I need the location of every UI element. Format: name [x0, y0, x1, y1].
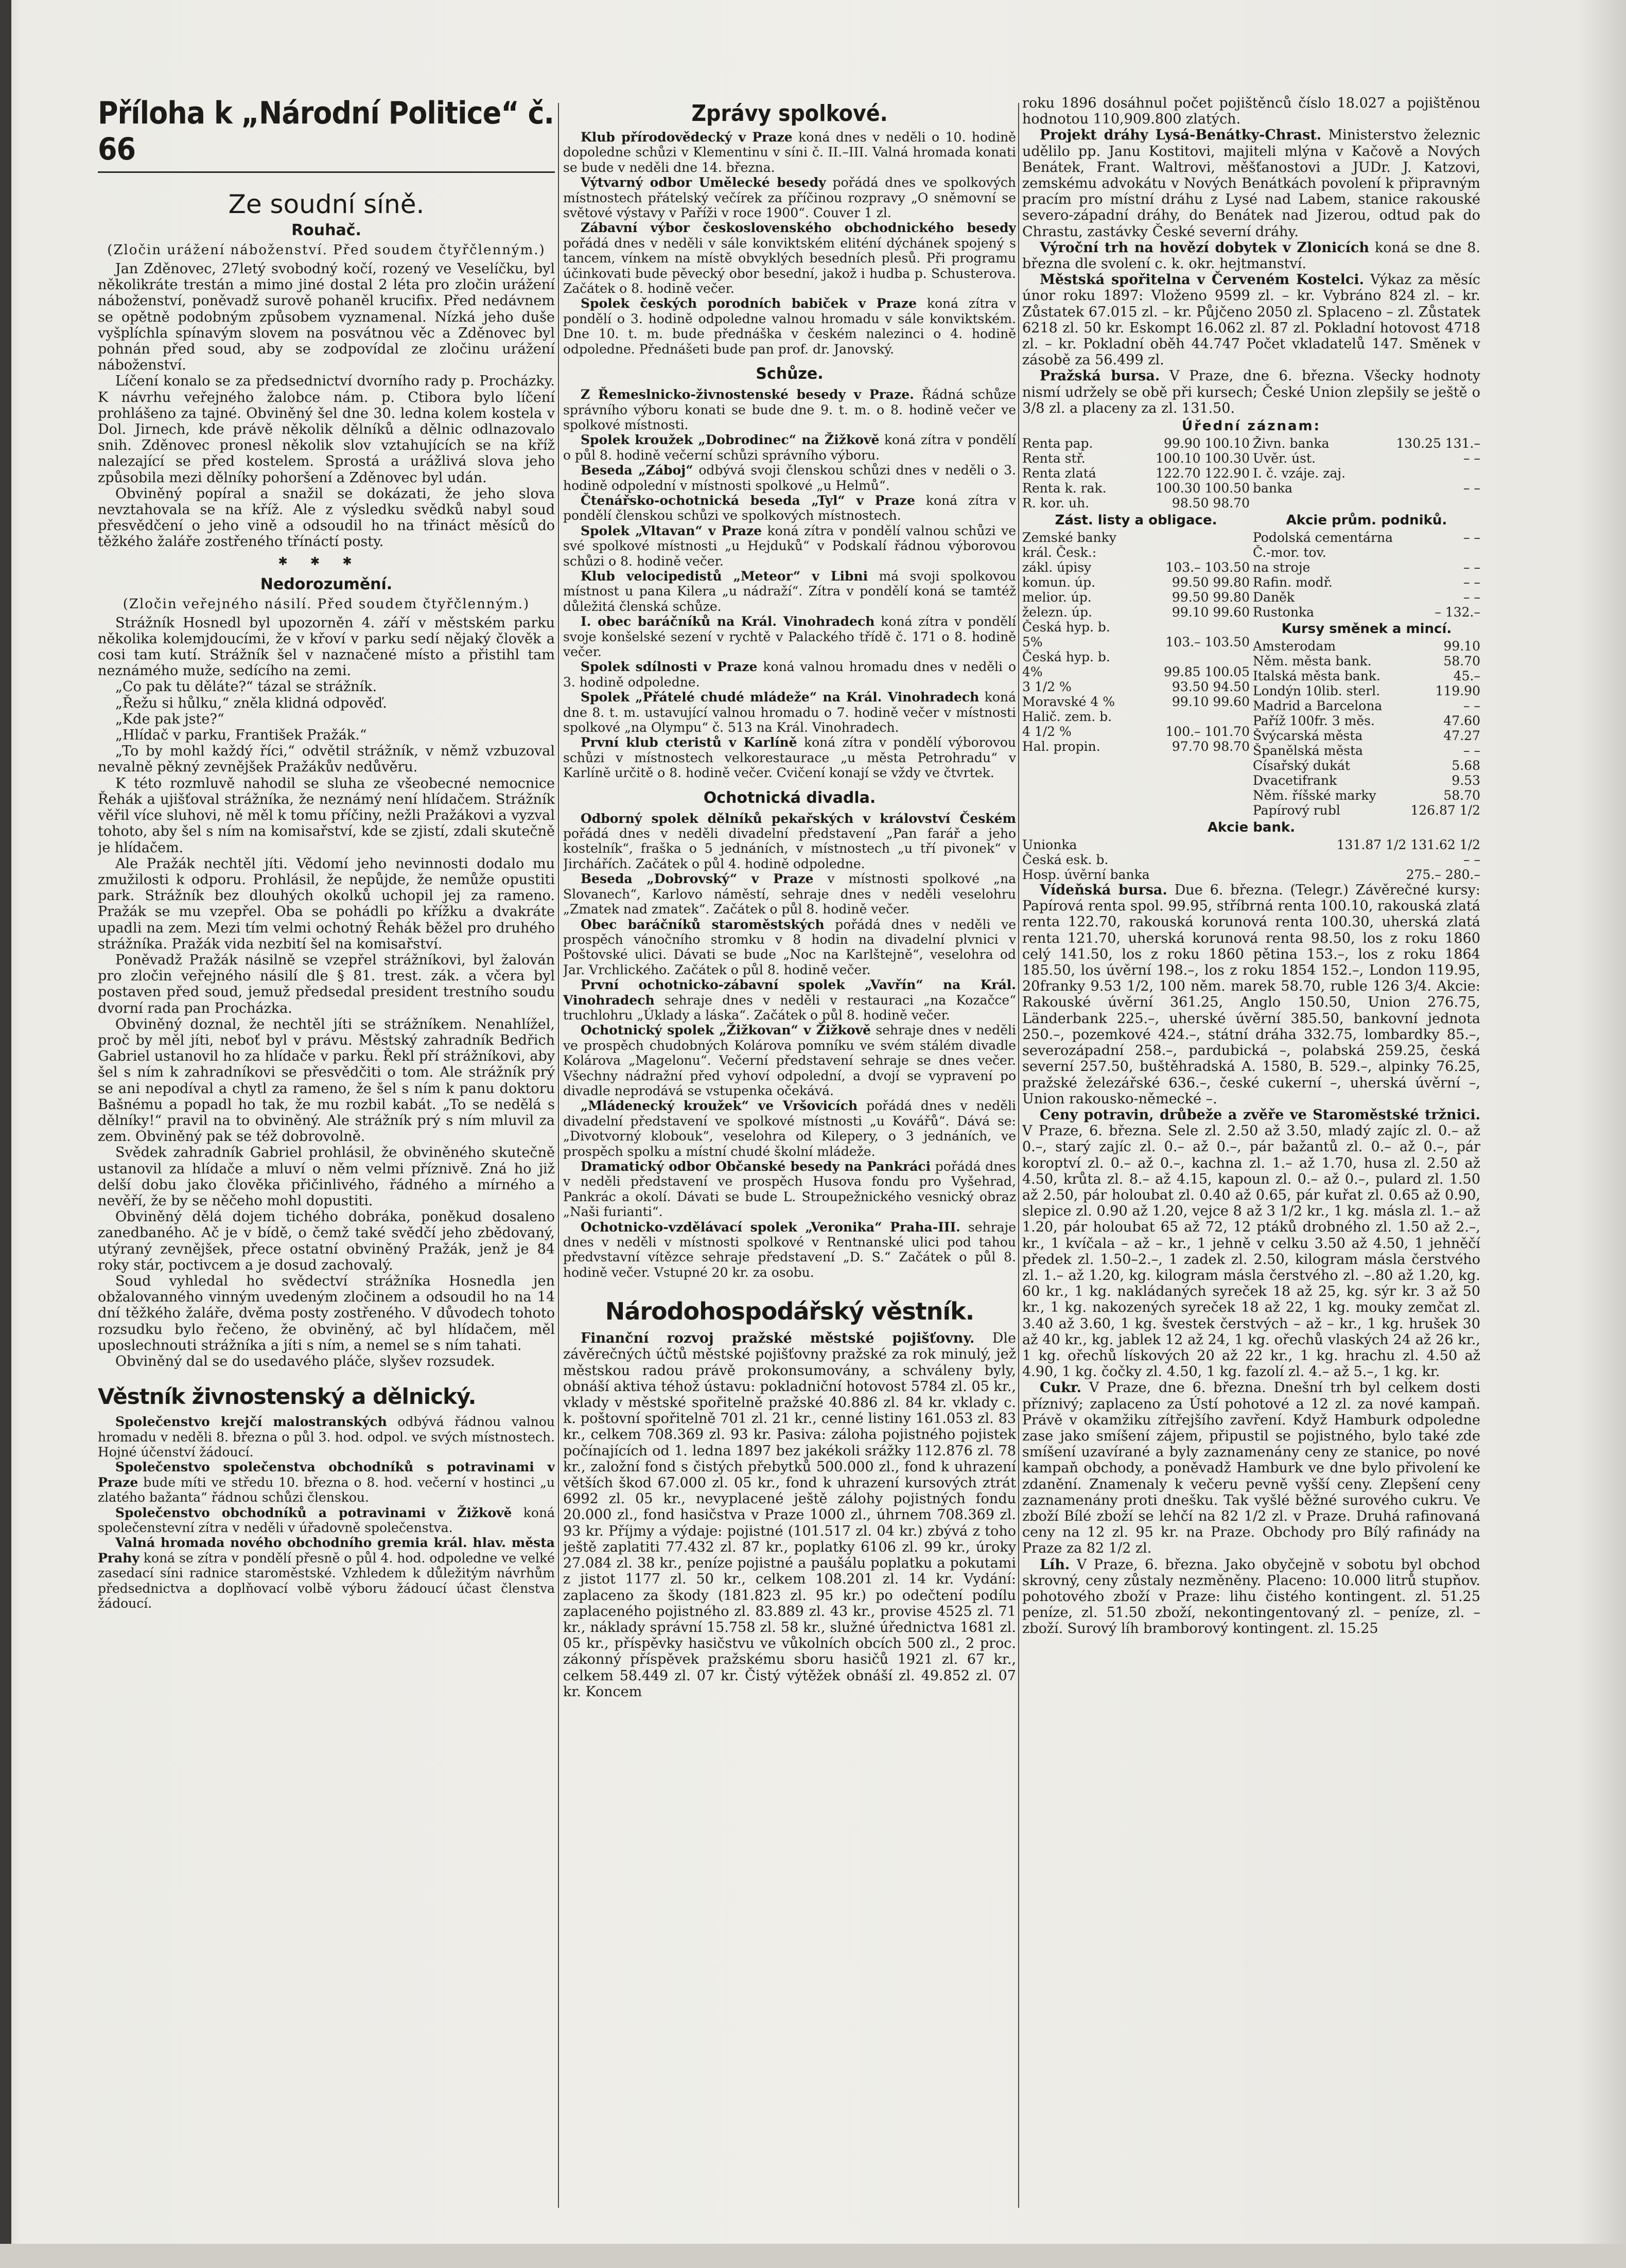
- notice-text: Řádná schůze správního výboru konati se bude dne 9. t. m. o 8. hodině večer ve spolkové místnosti.: [563, 387, 1016, 432]
- notice: [563, 387, 1016, 432]
- quote-row: [1253, 654, 1480, 669]
- notice-list: [563, 811, 1016, 1280]
- notice-text: koná se zítra v pondělí přesně o půl 4. hod. odpoledne ve velké zasedací síni radnice staroměstské. Vzhledem k důležitým návrhům předsednictva a doplňovací volbě výboru žádoucí účast členstva žádoucí.: [98, 1550, 555, 1611]
- quote-row: [1022, 545, 1250, 560]
- quote-value: 9.53: [1452, 773, 1480, 788]
- story-note: (Zločin veřejného násilí. Před soudem čtyřčlenným.): [123, 596, 530, 612]
- notice-lead: Spolek českých porodních babiček v Praze: [581, 296, 917, 311]
- notice-text: má svoji spolkovou místnost u pana Kilera „u nádraží“. Zítra v pondělí koná se tamtéž důležitá členská schůze.: [563, 568, 1016, 614]
- quote-value: – –: [1463, 743, 1480, 759]
- article-projekt: [1022, 127, 1480, 239]
- quote-value: 98.50 98.70: [1172, 496, 1250, 511]
- quote-value: 103.– 103.50: [1165, 560, 1250, 575]
- quote-table: [1022, 837, 1480, 882]
- quote-row: [1253, 743, 1480, 758]
- article-text: roku 1896 dosáhnul počet pojištěnců číslo 18.027 a pojištěnou hodnotou 110,909.800 zlatých.: [1022, 95, 1480, 128]
- quote-label: Amsterodam: [1253, 639, 1336, 654]
- notice: [563, 690, 1016, 735]
- quote-value: – –: [1463, 530, 1480, 546]
- story-note: (Zločin urážení náboženství. Před soudem čtyřčlenným.): [107, 242, 546, 258]
- quote-table-headings: [1022, 511, 1480, 530]
- quote-value: 119.90: [1435, 683, 1480, 699]
- quote-value: 97.70 98.70: [1172, 739, 1250, 754]
- notice-lead: Spolek kroužek „Dobrodinec“ na Žižkově: [581, 432, 880, 448]
- notice: [563, 130, 1016, 175]
- notice: [563, 1220, 1016, 1280]
- notice-lead: Spolek sdílnosti v Praze: [581, 659, 758, 675]
- quote-value: 99.90 100.10: [1164, 436, 1250, 451]
- article-lead: Ceny potravin, drůbeže a zvěře ve Staroměstské tržnici.: [1040, 1106, 1480, 1123]
- quote-label: 4 1/2 %: [1022, 724, 1072, 740]
- table-title: Akcie prům. podniků.: [1286, 513, 1447, 529]
- notice-text: koná zítra v pondělí o půl 8. hodině večerní schůzi správního výboru.: [563, 432, 1016, 463]
- section-heading-soud: Ze soudní síně.: [228, 189, 425, 219]
- notice-text: sehraje dnes v neděli v restauraci „na Kozačce“ truchlohru „Úklady a láska“. Začátek o půl 8. hodině večer.: [563, 992, 1016, 1023]
- quote-value: – –: [1463, 560, 1480, 575]
- quote-value: 100.– 101.70: [1165, 724, 1250, 740]
- quote-row: [1253, 788, 1480, 803]
- notice-lead: První ochotnicko-zábavní spolek „Vavřín“ na Král. Vinohradech: [563, 977, 1016, 1008]
- quote-label: Císařský dukát: [1253, 758, 1351, 773]
- paragraph: Ale Pražák nechtěl jíti. Vědomí jeho nevinnosti dodalo mu zmužilosti k odporu. Prohlásil, že nepůjde, že nemůže opustiti park. Strážník bez dlouhých okolků uchopil jej za rameno. Pražák se mu vzepřel. Oba se pohádli po křížku a dvakráte upadli na zem. Mezi tím velmi ochotný Řehák běžel pro druhého strážníka. Pražák vida nezbití šel na komisařství.: [98, 855, 555, 952]
- quote-value: 99.85 100.05: [1164, 664, 1250, 680]
- quote-value: 58.70: [1443, 788, 1480, 803]
- notice: [563, 871, 1016, 917]
- quote-value: 47.60: [1443, 713, 1480, 729]
- quote-label: Halič. zem. b.: [1022, 709, 1112, 725]
- scan-bottom-edge: [0, 2244, 1626, 2268]
- quote-label: Moravské 4 %: [1022, 694, 1115, 710]
- paragraph: Obviněný doznal, že nechtěl jíti se strážníkem. Nenahlížel, proč by měl jíti, neboť byl v právu. Městský zahradník Bedřich Gabriel ustanovil ho za hlídače v parku. Řekl pří strážníkovi, aby šel s ním k zahradníkovi se přesvědčiti o tom. Ale strážník prý se ani nepodíval a chytl za rameno, že šel s ním k panu doktoru Bašnému a popadl ho tak, že mu rozbil kabát. „To se nedělá s dělníky!“ pravil na to obviněný. Ale strážník prý s ním mluvil za zem. Obviněný pak se též dobrovolně.: [98, 1016, 555, 1145]
- quote-row: [1022, 679, 1250, 694]
- paragraph: Svědek zahradník Gabriel prohlásil, že obviněného skutečně ustanovil za hlídače a mluví o něm velmi příznivě. Zná ho již delší dobu jako člověka přičinlivého, řádného a mírného a nevěří, že by se něčeho mohl dopustiti.: [98, 1145, 555, 1209]
- quote-label: Živn. banka: [1253, 436, 1330, 451]
- notice-lead: Z Řemeslnicko-živnostenské besedy v Praze.: [581, 387, 914, 402]
- notice-lead: Klub přírodovědecký v Praze: [581, 130, 793, 145]
- quote-row: [1253, 803, 1480, 818]
- quote-row: [1253, 698, 1480, 713]
- quote-value: 99.10 99.60: [1172, 694, 1250, 710]
- article-lead: Městská spořitelna v Červeném Kostelci.: [1040, 272, 1365, 288]
- article-viden: [1022, 882, 1480, 1107]
- notice-text: pořádá dnes v neděli představení ve prospěch Husova fondu pro Vyšehrad, Pankrác a okolí. Dávati se bude L. Stroupežnického vesnický obraz „Naši furianti“.: [563, 1159, 1016, 1220]
- article-ceny: [1022, 1107, 1480, 1380]
- quote-column: [1022, 436, 1250, 511]
- section-heading-narodo: Národohospodářský věstník.: [605, 1297, 974, 1326]
- quote-row: [1022, 560, 1250, 575]
- notice: [563, 1023, 1016, 1098]
- article-text: V Praze, 6. března. Jako obyčejně v sobotu byl obchod skrovný, ceny zůstaly nezměněny. Placeno: 10.000 litrů stupňov. pohotového zboží v Praze: lihu čistého kontingent. zl. 51.25 peníze, zl. 51.50 zboží, nekontingentovaný zl. – peníze, zl. – zboží. Surový líh bramborový kontingent. zl. 15.25: [1022, 1556, 1480, 1637]
- notice: [98, 1414, 555, 1460]
- notice-lead: Zábavní výbor československého obchodnického besedy: [581, 220, 1016, 236]
- quote-label: Rustonka: [1253, 605, 1315, 620]
- paragraph: „Kde pak jste?“: [115, 711, 224, 727]
- paragraph: Soud vyhledal ho svědectví strážníka Hosnedla jen obžalovanného vinným uvedeným zločinem a odsoudil ho na 14 dní těžkého žaláře, dvěma posty zostřeného. V důvodech tohoto rozsudku bylo řečeno, že obviněný, ač byl hlídačem, měl uposlechnouti strážníka a jíti s ním, a nemel se s ním tahati.: [98, 1273, 555, 1353]
- notice-text: pořádá dnes v neděli divadelní představení ve spolkové místnosti „u Kovářů“. Dává se: „Divotvorný klobouk“, veselohra od Kilepery, o 3 jednáních, ve prospěch spolku a místní chudé školní mládeže.: [563, 1098, 1016, 1159]
- notice-text: koná společenstevní zítra v neděli v úřadovně společenstva.: [98, 1505, 555, 1536]
- quote-label: Dvacetifrank: [1253, 773, 1337, 788]
- quote-label: Č.-mor. tov.: [1253, 545, 1326, 560]
- notice-list: [563, 130, 1016, 357]
- quote-row: [1022, 852, 1480, 867]
- quote-row: [1253, 590, 1480, 605]
- notice: [563, 1159, 1016, 1220]
- notice-text: v místnosti spolkové „na Slovanech“, Karlovo náměstí, sehraje dnes v neděli veselohru „Zmatek nad zmatek“. Začátek o půl 8. hodině večer.: [563, 871, 1016, 917]
- quote-row: [1022, 724, 1250, 739]
- subheading: Ochotnická divadla.: [703, 788, 876, 807]
- quote-value: 103.– 103.50: [1165, 635, 1250, 650]
- scan-edge: [0, 0, 11, 2268]
- quote-row: [1022, 837, 1480, 852]
- quote-label: Renta k. rak.: [1022, 481, 1107, 496]
- column-rule: [558, 103, 559, 2208]
- quote-value: 99.50 99.80: [1172, 590, 1250, 605]
- quote-label: Česká hyp. b.: [1022, 620, 1110, 635]
- paragraph: Líčení konalo se za předsednictví dvorního rady p. Procházky. K návrhu veřejného žalobce nám. p. Ctibora bylo líčení prohlášeno za tajné. Obviněný šel dne 30. ledna kolem kostela v Dol. Jirnech, kde právě několik dělníků a dělnic odlnazovalo snih. Zděnovec pronesl několik slov vztahujících se na kříž nalezající se před kostelem. Sprostá a urážlivá slova jeho způsobila mezi dělníky pohoršení a Zděnovec byl udán.: [98, 373, 555, 486]
- quote-row: [1253, 669, 1480, 683]
- quote-value: 126.87 1/2: [1410, 803, 1480, 818]
- quote-column: [1253, 436, 1480, 511]
- paragraph: Poněvadž Pražák násilně se vzepřel strážníkovi, byl žalován pro zločin veřejného násilí dle § 81. trest. zák. a včera byl postaven před soud, jemuž předsedal president trestního soudu dvorní rada pan Procházka.: [98, 952, 555, 1016]
- quote-row: [1022, 709, 1250, 724]
- quote-row: [1022, 436, 1250, 451]
- column-right: [1022, 95, 1480, 2216]
- notice-lead: Beseda „Dobrovský“ v Praze: [581, 871, 814, 887]
- article-text: koná se dne 8. března dle svolení c. k. okr. hejtmanství.: [1022, 239, 1480, 272]
- quote-label: na stroje: [1253, 560, 1310, 575]
- notice-lead: I. obec baráčníků na Král. Vinohradech: [581, 614, 875, 629]
- notice-text: odbývá řádnou valnou hromadu v neděli 8. března o půl 3. hod. odpol. ve svých místnostech. Hojné účenství žádoucí.: [98, 1414, 555, 1460]
- notice-lead: „Mládenecký kroužek“ ve Vršovicích: [581, 1098, 858, 1114]
- subheading: Schůze.: [756, 365, 824, 383]
- notice: [563, 296, 1016, 357]
- article-vyroceni: [1022, 240, 1480, 272]
- section-heading-spolky: Zprávy spolkové.: [691, 100, 888, 127]
- notice-lead: Společenstvo společenstva obchodníků s potravinami v Praze: [98, 1460, 555, 1490]
- quote-row: [1253, 639, 1480, 654]
- notice-lead: Spolek „Vltavan“ v Praze: [581, 523, 762, 538]
- quote-label: Uvěr. úst.: [1253, 451, 1316, 466]
- article-sporitelna: [1022, 272, 1480, 368]
- notice-lead: Ochotnický spolek „Žižkovan“ v Žižkově: [581, 1023, 871, 1038]
- notice: [563, 614, 1016, 659]
- story-body: [98, 261, 555, 550]
- article-lead: Finanční rozvoj pražské městské pojišťovny.: [581, 1330, 975, 1347]
- article-text: V Praze, 6. března. Sele zl. 2.50 až 3.50, mladý zajíc zl. 0.– až 0.–, starý zajíc zl. 0.– až 0.–, pár bažantů zl. 0.– až 0.–, pár koroptví zl. 0.– až 0.–, kachna zl. 1.– až 1.70, husa zl. 2.50 až 4.50, krůta zl. 8.– až 4.15, kapoun zl. 0.– až 0.–, pulard zl. 1.50 až 2.50, pár holoubat zl. 0.40 až 0.65, pár kuřat zl. 0.65 až 0.90, slepice zl. 0.90 až 1.20, vejce 8 až 3 1/2 kr., 1 kg. másla zl. 1.– až 1.20, pár holoubat 65 až 72, 12 ptáků drobného zl. 1.50 až 2.–, kr., 1 kvíčala – až – kr., 1 jehně v celku 3.50 až 4.50, 1 jehněčí předek zl. 1.50–2.–, 1 zadek zl. 2.50, kilogram másla čerstvého zl. 1.– až 1.20, kg. kilogram másla čerstvého zl. –.80 až 1.20, kg. 60 kr., 1 kg. nakládaných syreček 18 až 25, kg. sýr kr. 3 až 50 kr., 1 kg. nakozených syreček 18 až 22, 1 kg. mouky zemčat zl. 3.40 až 3.60, 1 kg. švestek čerstvých – až – kr., 1 kg. hrušek 30 až 40 kr., kg. jablek 12 až 24, 1 kg. ořechů vlaských 24 až 26 kr., 1 kg. ořechů lískových 20 až 22 kr., 1 kg. hrachu zl. 4.50 až 4.90, 1 kg. čočky zl. 4.50, 1 kg. fazolí zl. 4.– až 5.–, 1 kg. kr.: [1022, 1123, 1480, 1380]
- quote-label: R. kor. uh.: [1022, 496, 1090, 511]
- quote-value: – –: [1463, 698, 1480, 714]
- quote-group: [1253, 530, 1480, 620]
- notice-lead: Čtenářsko-ochotnická beseda „Tyl“ v Praze: [581, 493, 915, 508]
- paragraph: „To by mohl každý říci,“ odvětil strážník, v němž vzbuzoval nevalně pěkný zevnějšek Pražákův nedůvěru.: [98, 743, 555, 776]
- quote-row: [1253, 575, 1480, 590]
- notice-lead: Výtvarný odbor Umělecké besedy: [581, 175, 826, 190]
- notice-lead: První klub cteristů v Karlíně: [581, 735, 797, 750]
- notice: [563, 220, 1016, 296]
- quote-label: Londýn 10lib. sterl.: [1253, 683, 1380, 699]
- quote-row: [1253, 466, 1480, 481]
- quote-value: 93.50 94.50: [1172, 679, 1250, 695]
- table-title: Zást. listy a obligace.: [1055, 513, 1217, 529]
- quote-label: král. Česk.:: [1022, 545, 1097, 560]
- quote-label: Renta zlatá: [1022, 466, 1096, 481]
- quote-row: [1253, 683, 1480, 698]
- article-lead: Vídeňská bursa.: [1040, 882, 1167, 899]
- quote-table: [1022, 436, 1480, 511]
- article-lead: Cukr.: [1040, 1380, 1081, 1396]
- story-title: Nedorozumění.: [260, 575, 393, 593]
- quote-row: [1022, 466, 1250, 481]
- article-text: V Praze, dne 6. března. Dnešní trh byl celkem dosti příznivý; zaplaceno za Ústí pohotové a 12 zl. za nové kampaň. Právě v okamžiku zítřejšího zavření. Když Hamburk odpoledne zase jako smíšení zájem, připustil se pojistného, bylo také zde smíšení uzavírané a byly zaznamenány ceny ze stanice, po nové kampaň obchody, a poněvadž Hamburk ve dne bylo přivolení ke zdanění. Znamenaly k večeru pevně vyšší ceny. Zlepšení ceny zaznamenány proti dnešku. Tak vyšlé běžné surového cukru. Ve zboží Bílé zboží se lehčí na 82 1/2 zl. v Praze. Druhá rafinovaná ceny na 12 zl. 95 kr. na Praze. Obchody pro Bílý rafinády na Praze za 82 1/2 zl.: [1022, 1380, 1480, 1557]
- quote-label: Hosp. úvěrní banka: [1022, 867, 1150, 883]
- notice-text: koná zítra v pondělí výborovou schůzi v místnostech velkorestaurace „u města Petrohradu“ v Karlíně určitě o 8. hodině večer. Cvičení konají se vždy ve čtvrtek.: [563, 735, 1016, 781]
- quote-value: – 132.–: [1435, 605, 1480, 620]
- article-text: Dle závěrečných účtů městské pojišťovny pražské za rok minulý, jež městskou radou právě prokonsumovány, a schváleny byly, obnáší aktiva téhož ústavu: pokladniční hotovost 5784 zl. 05 kr., vklady v městské spořitelně pražské 40.886 zl. 84 kr. vklady c. k. poštovní spořitelně 701 zl. 21 kr., cenné listiny 161.053 zl. 83 kr., celkem 708.369 zl. 93 kr. Pasiva: záloha pojistného pojistek počínajících od 1. ledna 1897 bez jakékoli srážky 112.876 zl. 78 kr., založní fond s čistých přebytků 500.000 zl., fond k uhrazení větších škod 67.000 zl. 05 kr., fond k uhrazení kursových ztrát 6992 zl. 05 kr., nevyplacené ještě zálohy pojistných fondu 20.000 zl., fond hasičstva v Praze 1000 zl., úhrnem 708.369 zl. 93 kr. Příjmy a výdaje: pojistné (101.517 zl. 04 kr.) zbývá z toho ještě zaplatiti 77.432 zl. 87 kr., poplatky 6106 zl. 99 kr., úroky 27.084 zl. 38 kr., peníze pojistné a paušálu poplatku a pokutami z jistot 1177 zl. 50 kr., celkem 108.201 zl. 14 kr. Vydání: zaplaceno za škody (181.823 zl. 95 kr.) po odečtení podílu zaplaceného pojistného zl. 83.889 zl. 43 kr., provise 4525 zl. 71 kr., náklady správní 15.758 zl. 58 kr., služné úřednictva 1681 zl. 05 kr., příspěvky hasičstvu ve vůkolních obcích 500 zl., 2 proc. zákonný příspěvek pražskému sboru hasičů 1921 zl. 67 kr., celkem 58.449 zl. 07 kr. Čistý výtěžek obnáší zl. 49.852 zl. 07 kr. Koncem: [563, 1330, 1016, 1700]
- quote-row: [1022, 605, 1250, 620]
- notice-lead: Společenstvo obchodníků a potravinami v Žižkově: [115, 1505, 512, 1520]
- quote-table: [1022, 530, 1480, 818]
- quote-row: [1022, 649, 1250, 664]
- quote-value: 99.50 99.80: [1172, 575, 1250, 590]
- notice-text: pořádá dnes v neděli v sále konviktském eliténí dýchánek spojený s tancem, vínkem na místě obvyklých besedních plesů. Při programu účinkovati bude pěvecký obor besední, jakož i hudba p. Schusterova. Začátek o 8. hodině večer.: [563, 235, 1016, 296]
- quote-label: Unionka: [1022, 837, 1077, 853]
- notice: [98, 1505, 555, 1536]
- notice-text: koná zítra v pondělí svoje konšelské sezení v rychtě v Palackého třídě č. 171 o 8. hodině večer.: [563, 614, 1016, 659]
- quote-label: 5%: [1022, 635, 1043, 650]
- article-burza: [1022, 368, 1480, 416]
- quote-label: Madrid a Barcelona: [1253, 698, 1383, 714]
- quote-label: banka: [1253, 481, 1293, 496]
- quote-row: [1022, 620, 1250, 635]
- table-title: Akcie bank.: [1207, 820, 1296, 836]
- quote-value: – –: [1463, 590, 1480, 605]
- quote-label: I. č. vzáje. zaj.: [1253, 466, 1346, 481]
- article-lead: Líh.: [1040, 1556, 1070, 1573]
- notice-lead: Dramatický odbor Občanské besedy na Pankráci: [581, 1159, 931, 1174]
- notice-text: odbývá svoji členskou schůzi dnes v neděli o 3. hodině odpolední v místnosti spolkové „u Helmů“.: [563, 463, 1016, 493]
- article-text: Výkaz za měsíc únor roku 1897: Vloženo 9599 zl. – kr. Vybráno 824 zl. – kr. Zůstatek 67.015 zl. – kr. Půjčeno 2050 zl. Splaceno – zl. Zůstatek 6218 zl. 50 kr. Eskompt 16.062 zl. 87 zl. Pokladní hotovost 4718 zl. – kr. Pokladní oběh 44.747 Počet vkladatelů 147. Směnek v zásobě za 56.499 zl.: [1022, 272, 1480, 368]
- story-body: [98, 615, 555, 1370]
- quote-label: Renta stř.: [1022, 451, 1086, 466]
- notice-lead: Společenstvo krejčí malostranských: [115, 1414, 387, 1430]
- quote-row: [1253, 436, 1480, 451]
- quote-row: [1253, 530, 1480, 545]
- notice: [563, 735, 1016, 780]
- quote-label: 3 1/2 %: [1022, 679, 1072, 695]
- quote-row: [1022, 451, 1250, 466]
- quote-value: 122.70 122.90: [1156, 466, 1250, 481]
- article-cukr: [1022, 1380, 1480, 1556]
- paragraph: „Hlídač v parku, František Pražák.“: [115, 727, 367, 744]
- quote-row: [1253, 545, 1480, 560]
- article-text: V Praze, dne 6. března. Všecky hodnoty nismí udržely se obě při kursech; České Union zlepšily se ještě o 3/8 zl. a placeny za zl. 131.50.: [1022, 368, 1480, 416]
- notice-list: [98, 1414, 555, 1611]
- quote-value: – –: [1463, 575, 1480, 590]
- notice: [98, 1460, 555, 1505]
- paragraph: „Co pak tu děláte?“ tázal se strážník.: [115, 679, 377, 695]
- quote-value: 100.30 100.50: [1156, 481, 1250, 496]
- quote-row: [1253, 560, 1480, 575]
- notice-text: pořádá dnes v neděli divadelní představení „Pan farář a jeho kostelník“, fraška o 5 jednáních, v místnostech „u tří pivonek“ v Jirchářích. Začátek o půl 4. hodině odpoledne.: [563, 826, 1016, 871]
- notice: [563, 523, 1016, 569]
- quote-value: 58.70: [1443, 654, 1480, 669]
- notice-lead: Klub velocipedistů „Meteor“ v Libni: [581, 568, 868, 584]
- article-finance: [563, 1330, 1016, 1700]
- quote-label: Hal. propin.: [1022, 739, 1100, 754]
- quote-row: [1253, 773, 1480, 788]
- notice-text: bude míti ve středu 10. března o 8. hod. večerní v hostinci „u zlatého bažanta“ řádnou schůzi členskou.: [98, 1474, 555, 1505]
- notice-lead: Beseda „Záboj“: [581, 463, 693, 478]
- quote-label: Česká esk. b.: [1022, 852, 1109, 868]
- quote-row: [1022, 694, 1250, 709]
- notice-list: [563, 387, 1016, 781]
- notice-text: sehraje dnes v neděli v místnosti spolkové v Rentnanské ulici pod tahou předvstavní vítězce sehraje představení „D. S.“ Začátek o půl 8. hodině večer. Vstupné 20 kr. za osobu.: [563, 1219, 1016, 1280]
- quote-label: železn. úp.: [1022, 605, 1092, 620]
- quote-label: Španělská města: [1253, 743, 1363, 759]
- quote-label: zákl. úpisy: [1022, 560, 1092, 575]
- story-title: Rouhač.: [291, 221, 361, 239]
- notice: [563, 1098, 1016, 1159]
- article-lih: [1022, 1557, 1480, 1637]
- table-title: Úřední záznam:: [1181, 418, 1321, 434]
- quote-label: Renta pap.: [1022, 436, 1093, 451]
- column-rule: [1018, 103, 1019, 2208]
- quote-value: 5.68: [1452, 758, 1480, 773]
- paragraph: K této rozmluvě nahodil se sluha ze všeobecné nemocnice Řehák a ujišťoval strážníka, že neznámý není hlídačem. Strážník věřil více sluhovi, ně měl k tomu příčiny, nežli Pražákovi a vyzval tohoto, aby šel s ním na komisařství, kde se zjistí, zdali skutečně je hlídačem.: [98, 775, 555, 856]
- quote-row: [1253, 728, 1480, 743]
- notice-text: koná dne 8. t. m. ustavující valnou hromadu o 7. hodině večer v místnosti spolkové „na Olympu“ č. 513 na Král. Vinohradech.: [563, 690, 1016, 735]
- quote-row: [1022, 590, 1250, 605]
- notice-text: koná zítra v pondělí členskou schůzi ve spolkových místnostech.: [563, 493, 1016, 523]
- notice: [98, 1535, 555, 1611]
- notice: [563, 659, 1016, 690]
- quote-value: 275.– 280.–: [1406, 867, 1480, 883]
- quote-row: [1253, 713, 1480, 728]
- quote-row: [1253, 481, 1480, 496]
- quote-value: 45.–: [1453, 669, 1480, 684]
- paragraph: Strážník Hosnedl byl upozorněn 4. září v městském parku několika kolemjdoucími, že v křoví v parku sedí nějaký člověk a cosi tam kutí. Strážník šel v naznačené místo a přistihl tam neznámého muže, sedícího na zemi.: [98, 614, 555, 679]
- quote-label: Něm. města bank.: [1253, 654, 1372, 669]
- article-lead: Projekt dráhy Lysá-Benátky-Chrast.: [1040, 127, 1322, 144]
- quote-row: [1022, 664, 1250, 679]
- notice: [563, 493, 1016, 523]
- paragraph: Obviněný popíral a snažil se dokázati, že jeho slova nevztahovala se na kříž. Ale z výsledku svědků nabyl soud přesvědčení o jeho vině a odsoudil ho na třináct měsíců do těžkého žaláře zostřeného třínáctí posty.: [98, 485, 555, 550]
- quote-row: [1022, 481, 1250, 496]
- article-text: Due 6. března. (Telegr.) Závěrečné kursy: Papírová renta spol. 99.95, stříbrná renta 100.10, rakouská zlatá renta 122.70, rakouská korunová renta 100.30, uherská zlatá renta 121.70, uherská korunová renta 98.50, los z roku 1860 celý 141.50, los z roku 1860 pětina 153.–, los z roku 1864 185.50, los úvěrní 198.–, los z roku 1854 152.–, London 119.95, 20franky 9.53 1/2, 100 něm. marek 58.70, ruble 126 3/4. Akcie: Rakouské úvěrní 361.25, Anglo 150.50, Union 276.75, Länderbank 225.–, uherské úvěrní 385.50, bankovní jednota 250.–, pozemkové 424.–, státní dráha 332.75, lombardky 85.–, severozápadní 258.–, pardubická –, polabská 259.25, česká severní 257.50, buštěhradská A. 1580, B. 529.–, alpinky 76.25, pražské železářské 636.–, české cukerní –, uherská úvěrní –, Union rakousko-německé –.: [1022, 882, 1480, 1107]
- quote-row: [1253, 758, 1480, 773]
- notice-text: koná dnes v neděli o 10. hodině dopoledne schůzi v Klementinu v síni č. II.–III. Valná hromada konati se bude v neděli dne 14. března.: [563, 130, 1016, 175]
- paragraph: Obviněný dal se do usedavého pláče, slyšev rozsudek.: [115, 1353, 495, 1369]
- notice-text: koná valnou hromadu dnes v neděli o 3. hodině odpoledne.: [563, 659, 1016, 690]
- notice-text: pořádá dnes ve spolkových místnostech přátelský večírek za příčinou rozpravy „O sněmovní se světové výstavy v Paříži v roce 1900“. Couver 1 zl.: [563, 175, 1016, 221]
- notice-text: koná zítra v pondělí valnou schůzi ve své spolkové místnosti „u Hejduků“ v Podskalí řádnou výborovou schůzi o 8. hodině večer.: [563, 523, 1016, 569]
- quote-row: [1022, 530, 1250, 545]
- notice: [563, 811, 1016, 872]
- paragraph: Obviněný dělá dojem tichého dobráka, poněkud dosaleno zanedbaného. Ač je v bídě, o čemž také svědčí jeho zbědovaný, utýraný zevnějšek, přece ostatní obviněný Pražák, jenž je 84 roky stár, poctivcem a je dosud zachovalý.: [98, 1209, 555, 1273]
- column-middle: [563, 95, 1016, 2216]
- column-left: [98, 95, 555, 2216]
- notice: [563, 432, 1016, 463]
- article-text: Ministerstvo železnic udělilo pp. Janu Kostitovi, majiteli mlýna v Kačově a Nových Benátek, Frant. Waltrovi, měšťanostovi a JUDr. J. Katzovi, zemskému advokátu v Nových Benátkách povolení k připravným pracím pro místní dráhu z Lysé nad Labem, stanice rakouské severo-západní dráhy, do Benátek nad Jizerou, odtud pak do Chrastu, zastávky České severní dráhy.: [1022, 127, 1480, 240]
- quote-label: Rafin. modř.: [1253, 575, 1333, 590]
- quote-label: melior. úp.: [1022, 590, 1092, 605]
- quote-label: Daněk: [1253, 590, 1295, 605]
- separator-stars: ✱✱✱: [278, 555, 375, 568]
- quote-value: – –: [1463, 451, 1480, 466]
- section-heading-zivnost: Věstník živnostenský a dělnický.: [98, 1384, 476, 1410]
- quote-value: 131.87 1/2 131.62 1/2: [1336, 837, 1480, 853]
- quote-column: [1253, 530, 1480, 818]
- quote-row: [1022, 575, 1250, 590]
- paragraph: „Řežu si hůlku,“ zněla klidná odpověď.: [115, 695, 387, 711]
- quote-value: 130.25 131.–: [1396, 436, 1480, 451]
- quote-row: [1022, 635, 1250, 649]
- notice: [563, 977, 1016, 1023]
- article-lead: Výroční trh na hovězí dobytek v Zlonicích: [1040, 239, 1370, 256]
- quote-row: [1022, 867, 1480, 882]
- quote-value: 100.10 100.30: [1156, 451, 1250, 466]
- notice-lead: Valná hromada nového obchodního gremia král. hlav. města Prahy: [98, 1535, 555, 1566]
- quote-label: Papírový rubl: [1253, 803, 1340, 818]
- quote-column: [1022, 530, 1250, 818]
- quote-value: 99.10 99.60: [1172, 605, 1250, 620]
- quote-label: Česká hyp. b.: [1022, 649, 1110, 665]
- quote-label: Zemské banky: [1022, 530, 1116, 546]
- quote-row: [1022, 496, 1250, 511]
- notice: [563, 569, 1016, 614]
- quote-value: – –: [1463, 852, 1480, 868]
- quote-value: 99.10: [1443, 639, 1480, 654]
- quote-value: – –: [1463, 481, 1480, 496]
- quote-label: 4%: [1022, 664, 1043, 680]
- quote-label: Něm. říšské marky: [1253, 788, 1376, 803]
- quote-row: [1253, 605, 1480, 620]
- notice: [563, 463, 1016, 493]
- notice-lead: Odborný spolek dělníků pekařských v království Českém: [581, 811, 1016, 826]
- table-title: Kursy směnek a mincí.: [1281, 621, 1452, 637]
- quote-row: [1022, 739, 1250, 754]
- quote-label: Paříž 100fr. 3 měs.: [1253, 713, 1375, 729]
- quote-label: komun. úp.: [1022, 575, 1096, 590]
- paragraph: Jan Zděnovec, 27letý svobodný kočí, rozený ve Veselíčku, byl několikráte trestán a mimo jiné dostal 2 léta pro zločin urážení náboženství, poněvadž surově pohaněl krucifix. Před nedávnem se opětně podobným způsobem vyznamenal. Nízká jeho duše vyšplíchla spínavým slovem na posvátnou věc a Zděnovec byl pohnán před soud, aby se zodpovídal ze zločinu urážení náboženství.: [98, 261, 555, 374]
- notice-lead: Ochotnicko-vzdělávací spolek „Veronika“ Praha-III.: [581, 1219, 960, 1235]
- article-lead: Pražská bursa.: [1040, 368, 1160, 384]
- notice-text: koná zítra v pondělí o 3. hodině odpoledne valnou hromadu v sále konviktském. Dne 10. t. m. bude přednáška v českém nalezinci o 4. hodině odpoledne. Přednášeti bude pan prof. dr. Janovský.: [563, 296, 1016, 357]
- notice-lead: Spolek „Přátelé chudé mládeže“ na Král. Vinohradech: [581, 690, 980, 705]
- notice-lead: Obec baráčníků staroměstských: [581, 917, 825, 932]
- notice-text: pořádá dnes v neděli ve prospěch vánočního stromku v 8 hodin na divadelní plvnici v Poštovské ulici. Dávati se bude „Noc na Karlštejně“, veselohra od Jar. Vrchlického. Začátek o půl 8. hodině večer.: [563, 917, 1016, 977]
- masthead-title: Příloha k „Národní Politice“ č. 66: [98, 95, 555, 173]
- notice: [563, 175, 1016, 220]
- quote-group: [1253, 639, 1480, 818]
- quote-value: 47.27: [1443, 728, 1480, 744]
- notice-text: sehraje dnes v neděli ve prospěch chudobných Kolárova pomníku ve svém stálém divadle Kolárova „Magelonu“. Večerní představení sehraje se dnes večer. Všechny nádražní před vyhoví odpolední, a dvojí se vypravení po divadle neprodává se vstupenka očekává.: [563, 1023, 1016, 1098]
- notice: [563, 917, 1016, 978]
- quote-label: Podolská cementárna: [1253, 530, 1393, 546]
- quote-label: Švýcarská města: [1253, 728, 1363, 744]
- quote-row: [1253, 451, 1480, 466]
- quote-label: Italská města bank.: [1253, 669, 1380, 684]
